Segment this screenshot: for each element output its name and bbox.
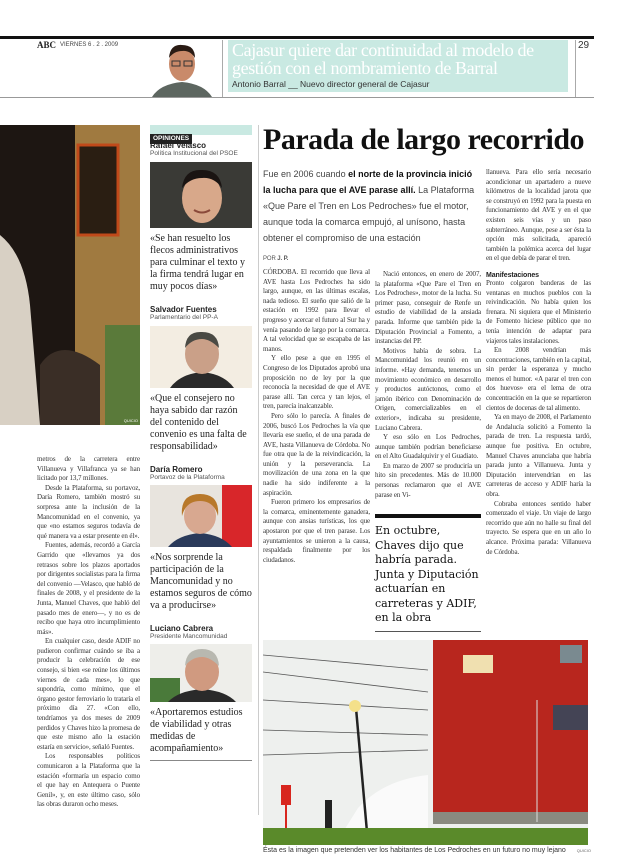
- lead-text: La Plataforma «Que Pare el Tren en Los Pedroches» fue el motor, aunque toda la comarca empujó, al unísono, hasta obtener el compromiso de una estación: [263, 185, 475, 243]
- byline: [263, 256, 370, 262]
- photo-credit: QUICIO: [123, 418, 138, 423]
- opinion-role: Política Institucional del PSOE: [150, 150, 238, 157]
- cabrera-photo: [150, 644, 252, 702]
- paragraph: metros de la carretera entre Villanueva y Villafranca ya se han licitado por 13,7 millones.: [37, 455, 140, 483]
- article-column-3: [486, 168, 591, 557]
- paragraph: Nació entonces, en enero de 2007, la plataforma «Que Pare el Tren en Los Pedroches», motor de la lucha. Su primer paso, conseguir de Renfe un estudio de viabilidad de la ansiada parada. Informe que también pide la Diputación Provincial a Fomento, a instancias del PP.: [375, 270, 481, 346]
- subheading: Manifestaciones: [486, 271, 539, 279]
- opinion-quote: «Nos sorprende la participación de la Mancomunidad y no estamos seguros de cómo va a producirse»: [150, 552, 252, 611]
- fuentes-photo: [150, 326, 252, 388]
- opinion-name: Rafael Velasco: [150, 141, 207, 150]
- photo-caption: Ésta es la imagen que pretenden ver los habitantes de Los Pedroches en un futuro no muy lejano: [263, 846, 566, 854]
- divider: [258, 125, 259, 815]
- paragraph: Fueron primero los empresarios de la comarca, eminentemente ganadera, aunque con ansias turísticas, los que apostaron por que el tren parase. Los ayuntamientos se unieron a la causa, respaldada finalmente por los ciudadanos.: [263, 498, 370, 564]
- opinion-role: Presidente Mancomunidad: [150, 633, 228, 640]
- paragraph: Los responsables políticos comunicaron a la Plataforma que la estación «formaría un espacio como el que hay en Antequera o Puente Genil», y, en este último caso, sólo las obras duraron ocho meses.: [37, 752, 140, 809]
- byline-prefix: POR: [263, 256, 278, 262]
- divider: [575, 40, 576, 97]
- opinion-name: Salvador Fuentes: [150, 305, 217, 314]
- opinion-item: [150, 465, 252, 612]
- paragraph: Cobraba entonces sentido haber comenzado el viaje. Un viaje de largo recorrido que aún no halle su final del trayecto. Se espera que en un año lo alcance. Próxima parada: Villanueva de Córdoba.: [486, 499, 591, 556]
- paragraph: CÓRDOBA. El recorrido que lleva al AVE hasta Los Pedroches ha sido largo, aunque, en las últimas escalas, nada tedioso. El sueño que salió de la estación en 1992 para llevar el progreso y acercar el futuro al Sur ha y venía pasando de largo por la comarca. A tal velocidad que se escapaba de las manos.: [263, 268, 370, 353]
- opinion-quote: «Aportaremos estudios de viabilidad y otras medidas de acompañamiento»: [150, 707, 243, 754]
- opinion-item: [150, 305, 252, 453]
- opinion-role: Portavoz de la Plataforma: [150, 474, 225, 481]
- romero-photo: [150, 485, 252, 547]
- paragraph: Y ello pese a que en 1995 el Congreso de los Diputados aprobó una proposición no de ley por la que reconocía la necesidad de que el AVE parase allí. Tan cerca y tan lejos, el tren, parecía inalcanzable.: [263, 354, 370, 411]
- velasco-photo: [150, 162, 252, 228]
- pull-quote: En octubre, Chaves dijo que habría parada. Junta y Diputación actuarían en carreteras y ADIF, en la obra: [375, 514, 481, 632]
- teaser-title: Cajasur quiere dar continuidad al modelo de gestión con el nombramiento de Barral: [232, 40, 534, 78]
- page-number: 29: [578, 40, 590, 51]
- divider: [150, 760, 252, 761]
- article-column-1: [263, 256, 370, 565]
- byline-name: J. P.: [277, 256, 289, 262]
- station-photo: [263, 640, 588, 845]
- left-photo: [0, 125, 140, 425]
- left-column-text: [37, 455, 140, 810]
- opinion-role: Parlamentario del PP-A: [150, 314, 218, 321]
- article-column-2: [375, 256, 481, 632]
- opinions-label: [150, 125, 252, 142]
- top-rule: [0, 36, 594, 39]
- photo-credit: QUICIO: [576, 847, 591, 853]
- divider: [222, 40, 223, 97]
- paragraph: En 2008 vendrían más concentraciones, también en la capital, sin perder la esperanza y mucho menos el humor. «A parar el tren con dos huevos» era el lema de otra concentración en la que se repartieron cientos de docenas de tal alimento.: [486, 346, 591, 412]
- opinion-name: Daría Romero: [150, 465, 203, 474]
- article-lead: [263, 166, 478, 246]
- paragraph: Pero sólo lo parecía. A finales de 2006, buscó Los Pedroches la vía que llevaría ese sueño, el de una parada de AVE, hasta Villanueva de Córdoba. No fue otra que la de la reivindicación, la unión y la perseverancia. La movilización de una zona en la que nadie ha sido indiferente a la aspiración.: [263, 411, 370, 497]
- date: VIERNES 6 . 2 . 2009: [60, 42, 119, 48]
- opinion-name: Luciano Cabrera: [150, 624, 214, 633]
- paragraph: Motivos había de sobra. La Mancomunidad los reunió en un informe. «Hay demanda, tenemos un movimiento económico en desarrollo y productos autóctonos, como el jamón ibérico con Denominación de Origen, comercializables en el exterior», indicaba su presidente, Luciano Cabrera.: [375, 346, 481, 432]
- paragraph: Fuentes, además, recordó a García Garrido que «llevamos ya dos retrasos sobre los plazos aportados por dirigentes socialistas para la firma del convenio —Velasco, que habló de finales de 2008, y el presidente de la Junta, Manuel Chaves, que habló del pasado mes de enero—, y no es de recibo que haya otro incumplimiento más».: [37, 541, 140, 636]
- opinions-label-text: OPINIONES: [150, 134, 192, 144]
- article-headline: Parada de largo recorrido: [263, 123, 585, 156]
- opinion-quote: «Se han resuelto los flecos administrativos para culminar el texto y la firma tendrá lugar en muy pocos días»: [150, 233, 245, 292]
- paragraph: Pronto colgaron banderas de las ventanas en muchos pueblos con la reivindicación. No había quien los frenara. Ni siquiera que el Ministerio de Fomento hiciese público que no tenía intención de adaptar para viajeros tales instalaciones.: [486, 278, 591, 345]
- paragraph: Ya en mayo de 2008, el Parlamento de Andalucía solicitó a Fomento la parada de tren. La respuesta tardó, aunque fue positiva. En octubre, Manuel Chaves anunciaba que habría parada junto a Villanueva. Junta y Diputación intervendrían en las carreteras de acceso y ADIF haría la obra.: [486, 413, 591, 498]
- teaser-box[interactable]: [228, 40, 568, 92]
- paragraph: En marzo de 2007 se produciría un hito sin precedentes. Más de 10.000 personas reclamaron que el AVE parase en Vi-: [375, 461, 481, 499]
- brand: ABC: [37, 40, 57, 50]
- header-rule: [0, 97, 594, 98]
- paragraph: Y eso sólo en Los Pedroches, aunque también podrían beneficiarse en el Alto Guadalquivir y el Guadiato.: [375, 433, 481, 461]
- paragraph: llanueva. Para ello sería necesario acondicionar un apartadero a nueve kilómetros de la localidad jarota que se construyó en 1992 para la puesta en funcionamiento del AVE y en el que existen seis vías y un paso subterráneo. Aunque, pese a ser ésta la opción más solicitada, apareció también la polémica acerca del lugar en el que debía de parar el tren.: [486, 168, 591, 263]
- opinion-item: [150, 141, 252, 293]
- barral-photo: [150, 40, 214, 97]
- teaser-subtitle: Antonio Barral __ Nuevo director general de Cajasur: [232, 79, 430, 89]
- lead-bold: el norte de la provincia inició la lucha para que el AVE parase allí.: [263, 169, 473, 195]
- opinions-sidebar: [150, 141, 252, 761]
- opinion-item: [150, 624, 252, 761]
- lead-text: Fue en 2006 cuando: [263, 169, 349, 179]
- paragraph: En cualquier caso, desde ADIF no pudieron confirmar cuándo se iba a producir la celebración de ese consejo, si bien «se reúne los últimos viernes de cada mes», lo que supondría, como mínimo, que el órgano gestor ferroviario lo trataría el próximo día 27. «Con ello, tendríamos ya dos meses de 2009 perdidos y Chaves hizo la promesa de que este mismo año la estación estaría en servicio», señaló Fuentes.: [37, 637, 140, 751]
- article-body: [263, 166, 591, 854]
- opinion-quote: «Que el consejero no haya sabido dar razón del contenido del convenio es una falta de responsabilidad»: [150, 393, 247, 452]
- paragraph: Desde la Plataforma, su portavoz, Daría Romero, también mostró su sorpresa ante la inclusión de la Mancomunidad en el convenio, ya que «no estamos seguros todavía de qué manera va a estar presente en él».: [37, 483, 140, 540]
